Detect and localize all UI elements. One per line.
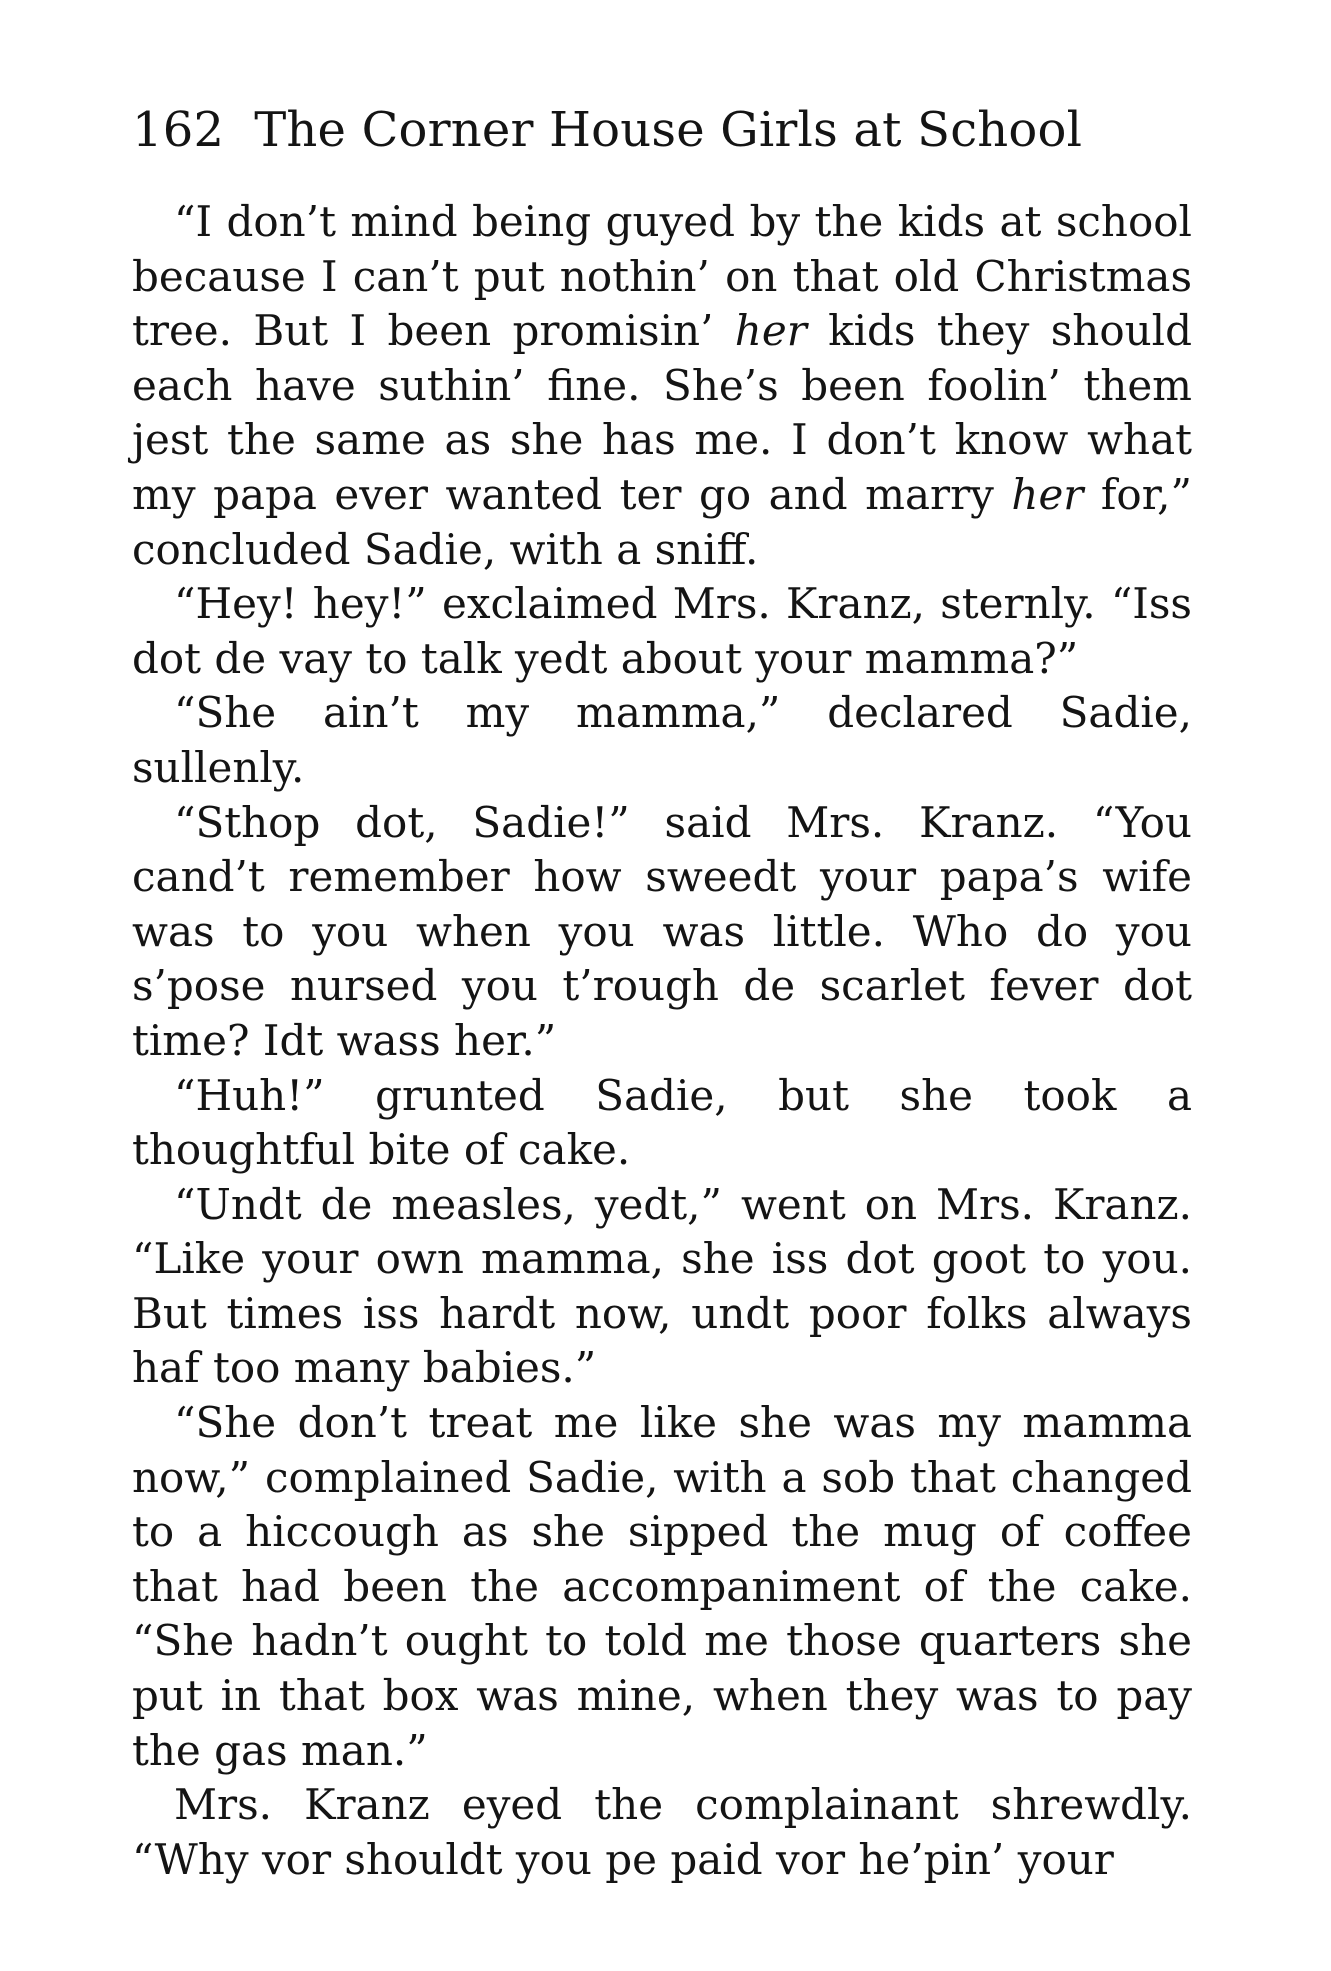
text-segment: “She don’t treat me like she was my mamma now,” complained Sadie, with a sob that changed to a hiccough as she sipped the mug of coffee that had been the accompaniment of the cake. “She hadn’t ought to told me those quarters she put in that box was mine, when they was to pay the gas man.” (132, 1398, 1192, 1775)
italic-text: her (734, 306, 807, 356)
page-number: 162 (132, 102, 225, 158)
paragraph (132, 686, 1192, 795)
paragraph (132, 195, 1192, 577)
text-segment: “Sthop dot, Sadie!” said Mrs. Kranz. “You cand’t remember how sweedt your papa’s wife was to you when you was little. Who do you s’pose nursed you t’rough de scarlet fever dot time? Idt wass her.” (132, 797, 1192, 1065)
paragraph (132, 1778, 1192, 1887)
text-segment: “Huh!” grunted Sadie, but she took a thoughtful bite of cake. (132, 1070, 1192, 1175)
running-title: The Corner House Girls at School (254, 102, 1083, 158)
text-segment: Mrs. Kranz eyed the complainant shrewdly. “Why vor shouldt you pe paid vor he’pin’ your (132, 1780, 1192, 1884)
paragraph (132, 1178, 1192, 1396)
text-segment: “Undt de measles, yedt,” went on Mrs. Kranz. “Like your own mamma, she iss dot goot to you. But times iss hardt now, undt poor folks always haf too many babies.” (132, 1179, 1192, 1393)
text-segment: for,” concluded Sadie, with a sniff. (132, 469, 1193, 574)
running-header (132, 95, 1192, 165)
text-segment: kids they should each have suthin’ fine. She’s been foolin’ them jest the same as she has me. I don’t know what my papa ever wanted ter go and marry (132, 306, 1192, 519)
paragraph (132, 1069, 1192, 1178)
paragraph (132, 1396, 1192, 1778)
text-segment: “I don’t mind being guyed by the kids at school because I can’t put nothin’ on that old Christmas tree. But I been promisin’ (132, 197, 1192, 356)
text-segment: “Hey! hey!” exclaimed Mrs. Kranz, sternly. “Iss dot de vay to talk yedt about your mamma?” (132, 579, 1192, 683)
text-segment: “She ain’t my mamma,” declared Sadie, sullenly. (132, 688, 1192, 792)
paragraph (132, 796, 1192, 1069)
body-text (132, 195, 1192, 1887)
paragraph (132, 577, 1192, 686)
italic-text: her (1011, 469, 1084, 519)
